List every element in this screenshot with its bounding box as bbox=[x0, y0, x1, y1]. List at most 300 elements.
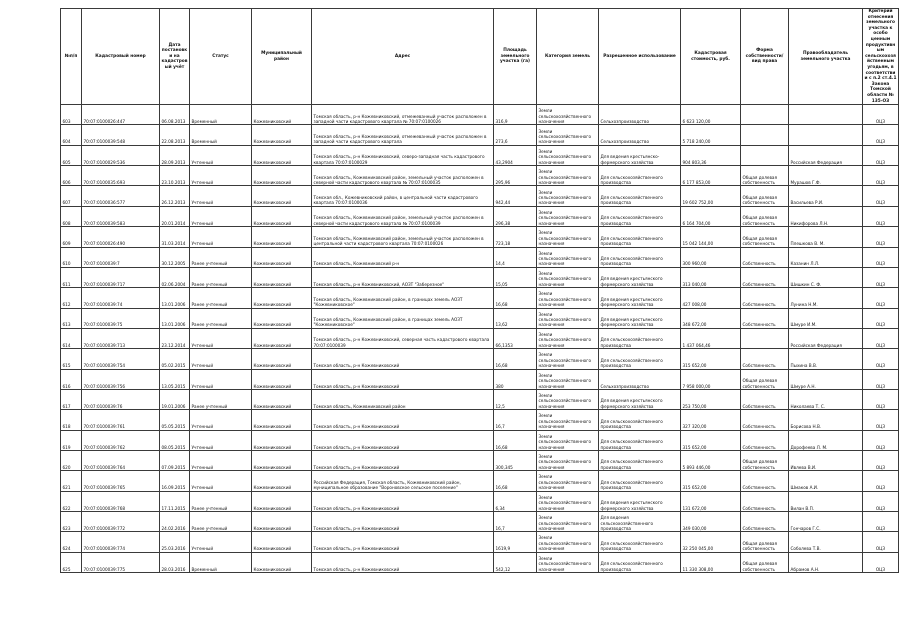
cell-number: 614 bbox=[61, 328, 82, 348]
cell-registration-date: 02.06.2004 bbox=[160, 267, 190, 287]
cell-land-category: Земли сельскохозяйственного назначения bbox=[537, 267, 599, 287]
cell-ownership-form: Собственность bbox=[741, 430, 789, 450]
cell-area: 16,68 bbox=[494, 430, 537, 450]
cell-cadastral-value: 349 030,00 bbox=[681, 511, 741, 531]
cell-ownership-form: Общая долевая собственность bbox=[741, 227, 789, 247]
cell-cadastral-number: 70:07:0100039:764 bbox=[82, 450, 160, 470]
cell-right-holder: Ивлева В.И. bbox=[789, 450, 863, 470]
cell-right-holder: Мурашов Г.Ф. bbox=[789, 166, 863, 186]
cell-land-category: Земли сельскохозяйственного назначения bbox=[537, 430, 599, 450]
cell-ownership-form bbox=[741, 125, 789, 145]
cell-cadastral-number: 70:07:0100039:75 bbox=[82, 308, 160, 328]
cell-address: Томская область, Кожевниковский р-н bbox=[312, 247, 494, 267]
col-header-land-category: Категория земель bbox=[537, 9, 599, 105]
cell-value-criterion: ОЦЗ bbox=[863, 206, 899, 226]
cell-registration-date: 13.01.2006 bbox=[160, 288, 190, 308]
cell-number: 618 bbox=[61, 410, 82, 430]
cell-status: Ранее учтенный bbox=[190, 308, 252, 328]
cell-area: 13,62 bbox=[494, 308, 537, 328]
cell-status: Учтенный bbox=[190, 369, 252, 389]
cell-district: Кожевниковский bbox=[252, 389, 312, 409]
cell-cadastral-number: 70:07:0100039:772 bbox=[82, 511, 160, 531]
cell-cadastral-value: 15 042 144,00 bbox=[681, 227, 741, 247]
cell-area: 12,5 bbox=[494, 389, 537, 409]
cell-number: 619 bbox=[61, 430, 82, 450]
cell-status: Ранее учтенный bbox=[190, 389, 252, 409]
cell-area: 1619,9 bbox=[494, 532, 537, 552]
cell-status: Временный bbox=[190, 552, 252, 572]
cell-number: 616 bbox=[61, 369, 82, 389]
cell-land-category: Земли сельскохозяйственного назначения bbox=[537, 145, 599, 165]
table-row bbox=[61, 125, 899, 145]
cell-number: 624 bbox=[61, 532, 82, 552]
cell-land-category: Земли сельскохозяйственного назначения bbox=[537, 247, 599, 267]
cell-address: Томская область, р-н Кожевниковский bbox=[312, 491, 494, 511]
cell-area: 16,68 bbox=[494, 288, 537, 308]
cell-district: Кожевниковский bbox=[252, 247, 312, 267]
cell-cadastral-value: 19 602 752,00 bbox=[681, 186, 741, 206]
cell-district: Кожевниковский bbox=[252, 349, 312, 369]
cell-land-category: Земли сельскохозяйственного назначения bbox=[537, 349, 599, 369]
cell-right-holder: Казанин Л.Л. bbox=[789, 247, 863, 267]
table-row bbox=[61, 145, 899, 165]
cell-registration-date: 16.09.2015 bbox=[160, 471, 190, 491]
table-header-row bbox=[61, 9, 899, 105]
cell-number: 625 bbox=[61, 552, 82, 572]
table-body bbox=[61, 105, 899, 573]
table-row bbox=[61, 308, 899, 328]
cell-registration-date: 20.01.2014 bbox=[160, 206, 190, 226]
cell-ownership-form: Общая долевая собственность bbox=[741, 166, 789, 186]
table-row bbox=[61, 410, 899, 430]
cell-address: Томская область, р-н Кожевниковский bbox=[312, 552, 494, 572]
cell-registration-date: 23.12.2014 bbox=[160, 328, 190, 348]
cell-number: 612 bbox=[61, 288, 82, 308]
cell-permitted-use: Сельхозпроизводство bbox=[599, 105, 681, 125]
cell-number: 620 bbox=[61, 450, 82, 470]
cell-land-category: Земли сельскохозяйственного назначения bbox=[537, 552, 599, 572]
cell-area: 14,4 bbox=[494, 247, 537, 267]
cell-area: 16,7 bbox=[494, 410, 537, 430]
cell-land-category: Земли сельскохозяйственного назначения bbox=[537, 288, 599, 308]
cell-permitted-use: Для сельскохозяйственного производства bbox=[599, 247, 681, 267]
cell-registration-date: 23.10.2013 bbox=[160, 166, 190, 186]
cell-value-criterion: ОЦЗ bbox=[863, 145, 899, 165]
cell-status: Учтенный bbox=[190, 206, 252, 226]
cell-cadastral-number: 70:07:0100039:775 bbox=[82, 552, 160, 572]
cell-registration-date: 25.03.2016 bbox=[160, 532, 190, 552]
cell-area: 43,2904 bbox=[494, 145, 537, 165]
cell-value-criterion: ОЦЗ bbox=[863, 186, 899, 206]
cell-cadastral-value: 348 672,00 bbox=[681, 308, 741, 328]
cell-cadastral-value: 32 250 045,00 bbox=[681, 532, 741, 552]
cell-area: 15,05 bbox=[494, 267, 537, 287]
cell-cadastral-number: 70:07:0100026:447 bbox=[82, 105, 160, 125]
cell-land-category: Земли сельскохозяйственного назначения bbox=[537, 369, 599, 389]
cell-value-criterion: ОЦЗ bbox=[863, 389, 899, 409]
cell-cadastral-value: 300 960,00 bbox=[681, 247, 741, 267]
cell-ownership-form: Общая долевая собственность bbox=[741, 532, 789, 552]
cell-district: Кожевниковский bbox=[252, 206, 312, 226]
cell-address: Томская область, р-н Кожевниковский bbox=[312, 450, 494, 470]
cell-ownership-form: Собственность bbox=[741, 471, 789, 491]
cell-right-holder: Лунина Н.М. bbox=[789, 288, 863, 308]
cell-right-holder: Соболева Т.В. bbox=[789, 532, 863, 552]
cell-cadastral-number: 70:07:0100039:548 bbox=[82, 125, 160, 145]
cell-registration-date: 06.08.2013 bbox=[160, 105, 190, 125]
col-header-value-criterion: Критерий отнесения земельного участка к особо ценным продуктивным сельскохозяйственным угодьям, в соответствии с п.2 ст.4.1 Закона Томской области № 135-ОЗ bbox=[863, 9, 899, 105]
table-row bbox=[61, 227, 899, 247]
cell-permitted-use: Для сельскохозяйственного производства bbox=[599, 186, 681, 206]
cell-registration-date: 22.08.2013 bbox=[160, 125, 190, 145]
cell-cadastral-number: 70:07:0100039:761 bbox=[82, 410, 160, 430]
cell-ownership-form: Общая долевая собственность bbox=[741, 206, 789, 226]
cell-status: Учтенный bbox=[190, 349, 252, 369]
cell-registration-date: 28.03.2016 bbox=[160, 552, 190, 572]
col-header-cadastral-number: Кадастровый номер bbox=[82, 9, 160, 105]
cell-ownership-form: Собственность bbox=[741, 308, 789, 328]
cell-district: Кожевниковский bbox=[252, 532, 312, 552]
cell-right-holder: Российская Федерация bbox=[789, 145, 863, 165]
cell-registration-date: 05.02.2015 bbox=[160, 349, 190, 369]
table-row bbox=[61, 186, 899, 206]
cell-permitted-use: Для сельскохозяйственного производства bbox=[599, 206, 681, 226]
cell-registration-date: 08.05.2015 bbox=[160, 430, 190, 450]
cell-area: 16,7 bbox=[494, 511, 537, 531]
cell-ownership-form: Собственность bbox=[741, 410, 789, 430]
table-row bbox=[61, 288, 899, 308]
cell-district: Кожевниковский bbox=[252, 471, 312, 491]
cell-land-category: Земли сельскохозяйственного назначения bbox=[537, 328, 599, 348]
cell-number: 617 bbox=[61, 389, 82, 409]
cell-right-holder: Шмуре А.Н. bbox=[789, 369, 863, 389]
cell-address: Томская область, р-н Кожевниковский bbox=[312, 430, 494, 450]
cell-address: Томская область, р-н Кожевниковский bbox=[312, 410, 494, 430]
cell-registration-date: 17.11.2015 bbox=[160, 491, 190, 511]
cell-cadastral-value: 5 893 446,00 bbox=[681, 450, 741, 470]
cell-cadastral-value: 7 958 000,00 bbox=[681, 369, 741, 389]
cell-number: 622 bbox=[61, 491, 82, 511]
cell-permitted-use: Сельхозпроизводство bbox=[599, 125, 681, 145]
cell-cadastral-value: 253 750,00 bbox=[681, 389, 741, 409]
cell-address: Томская обл., Кожевниковский район, в центральной части кадастрового квартала 70:07:0100036 bbox=[312, 186, 494, 206]
cell-area: 295,96 bbox=[494, 166, 537, 186]
table-row bbox=[61, 247, 899, 267]
table-row bbox=[61, 328, 899, 348]
cell-value-criterion: ОЦЗ bbox=[863, 227, 899, 247]
table-row bbox=[61, 267, 899, 287]
cell-address: Российская Федерация, Томская область, Кожевниковский район, муниципальное образование "Вороновское сельское поселение" bbox=[312, 471, 494, 491]
cell-district: Кожевниковский bbox=[252, 227, 312, 247]
cell-value-criterion: ОЦЗ bbox=[863, 267, 899, 287]
cell-permitted-use: Для сельскохозяйственного производства bbox=[599, 532, 681, 552]
cell-cadastral-number: 70:07:0100039:713 bbox=[82, 328, 160, 348]
cell-cadastral-value: 315 652,00 bbox=[681, 430, 741, 450]
cell-cadastral-number: 70:07:0100039:754 bbox=[82, 349, 160, 369]
cell-district: Кожевниковский bbox=[252, 410, 312, 430]
cell-registration-date: 13.05.2015 bbox=[160, 369, 190, 389]
cell-registration-date: 05.05.2015 bbox=[160, 410, 190, 430]
cell-cadastral-number: 70:07:0100036:577 bbox=[82, 186, 160, 206]
cell-right-holder: Вилан В.П. bbox=[789, 491, 863, 511]
cell-district: Кожевниковский bbox=[252, 369, 312, 389]
cell-cadastral-value: 5 718 240,00 bbox=[681, 125, 741, 145]
cell-value-criterion: ОЦЗ bbox=[863, 308, 899, 328]
cell-area: 316,9 bbox=[494, 105, 537, 125]
table-row bbox=[61, 491, 899, 511]
cell-number: 606 bbox=[61, 166, 82, 186]
table-row bbox=[61, 206, 899, 226]
cell-ownership-form: Собственность bbox=[741, 511, 789, 531]
cell-land-category: Земли сельскохозяйственного назначения bbox=[537, 389, 599, 409]
cell-status: Ранее учтенный bbox=[190, 288, 252, 308]
cell-area: 273,6 bbox=[494, 125, 537, 145]
cell-district: Кожевниковский bbox=[252, 267, 312, 287]
cell-number: 609 bbox=[61, 227, 82, 247]
cell-cadastral-value: 11 330 308,00 bbox=[681, 552, 741, 572]
cell-address: Томская область, р-н Кожевниковский bbox=[312, 349, 494, 369]
cell-ownership-form: Собственность bbox=[741, 389, 789, 409]
table-row bbox=[61, 471, 899, 491]
cell-address: Томская область, Кожевниковский район, в границах земель АОЗТ "Кожевниковское" bbox=[312, 288, 494, 308]
cell-status: Учтенный bbox=[190, 471, 252, 491]
cell-address: Томская область, Кожевниковский район, в границах земель АОЗТ "Кожевниковское" bbox=[312, 308, 494, 328]
cell-ownership-form: Собственность bbox=[741, 349, 789, 369]
cell-cadastral-number: 70:07:0100039:774 bbox=[82, 532, 160, 552]
cell-right-holder: Шмаков А.И. bbox=[789, 471, 863, 491]
cell-status: Временный bbox=[190, 125, 252, 145]
cell-registration-date: 19.01.2006 bbox=[160, 389, 190, 409]
cell-number: 611 bbox=[61, 267, 82, 287]
cell-registration-date: 31.03.2014 bbox=[160, 227, 190, 247]
cell-permitted-use: Сельхозпроизводство bbox=[599, 369, 681, 389]
cell-value-criterion: ОЦЗ bbox=[863, 410, 899, 430]
cell-value-criterion: ОЦЗ bbox=[863, 288, 899, 308]
col-header-registration-date: Дата постановки на кадастровый учёт bbox=[160, 9, 190, 105]
cell-status: Учтенный bbox=[190, 186, 252, 206]
cell-status: Учтенный bbox=[190, 430, 252, 450]
col-header-ownership-form: Форма собственности/вид права bbox=[741, 9, 789, 105]
cell-address: Томская область, р-н Кожевниковский, северо-западная часть кадастрового квартала 70:07:0100029 bbox=[312, 145, 494, 165]
col-header-permitted-use: Разрешенное использование bbox=[599, 9, 681, 105]
cell-right-holder: Никифорова Л.Н. bbox=[789, 206, 863, 226]
cell-address: Томская область, р-н Кожевниковский bbox=[312, 532, 494, 552]
cell-value-criterion: ОЦЗ bbox=[863, 105, 899, 125]
cell-right-holder: Николаева Т. С. bbox=[789, 389, 863, 409]
cell-status: Учтенный bbox=[190, 227, 252, 247]
cell-registration-date: 07.09.2015 bbox=[160, 450, 190, 470]
cell-land-category: Земли сельскохозяйственного назначения bbox=[537, 450, 599, 470]
cell-permitted-use: Для ведения крестьянского фермерского хозяйства bbox=[599, 288, 681, 308]
cell-cadastral-number: 70:07:0100039:76 bbox=[82, 389, 160, 409]
cell-ownership-form: Общая долевая собственность bbox=[741, 450, 789, 470]
cell-value-criterion: ОЦЗ bbox=[863, 328, 899, 348]
cell-land-category: Земли сельскохозяйственного назначения bbox=[537, 471, 599, 491]
cell-status: Ранее учтенный bbox=[190, 511, 252, 531]
table-row bbox=[61, 430, 899, 450]
cell-cadastral-value: 6 623 120,00 bbox=[681, 105, 741, 125]
cell-permitted-use: Для ведения крестьянского фермерского хозяйства bbox=[599, 491, 681, 511]
cell-permitted-use: Для сельскохозяйственного производства bbox=[599, 227, 681, 247]
cell-land-category: Земли сельскохозяйственного назначения bbox=[537, 511, 599, 531]
cell-cadastral-value: 315 652,00 bbox=[681, 471, 741, 491]
cell-permitted-use: Для сельскохозяйственного производства bbox=[599, 328, 681, 348]
table-row bbox=[61, 166, 899, 186]
cell-number: 621 bbox=[61, 471, 82, 491]
cell-ownership-form: Общая долевая собственность bbox=[741, 369, 789, 389]
cell-right-holder: Абрамов А.Н. bbox=[789, 552, 863, 572]
table-row bbox=[61, 369, 899, 389]
cell-land-category: Земли сельскохозяйственного назначения bbox=[537, 491, 599, 511]
cell-area: 66,1353 bbox=[494, 328, 537, 348]
cell-registration-date: 26.12.2013 bbox=[160, 186, 190, 206]
cell-cadastral-number: 70:07:0100039:765 bbox=[82, 471, 160, 491]
cell-land-category: Земли сельскохозяйственного назначения bbox=[537, 227, 599, 247]
cell-number: 610 bbox=[61, 247, 82, 267]
cell-status: Учтенный bbox=[190, 410, 252, 430]
cell-cadastral-number: 70:07:0100039:583 bbox=[82, 206, 160, 226]
cell-permitted-use: Для сельскохозяйственного производства bbox=[599, 552, 681, 572]
cell-area: 16,68 bbox=[494, 349, 537, 369]
cell-ownership-form: Собственность bbox=[741, 247, 789, 267]
cell-cadastral-value: 6 164 704,00 bbox=[681, 206, 741, 226]
cell-permitted-use: Для ведения крестьянского фермерского хозяйства bbox=[599, 389, 681, 409]
cell-number: 608 bbox=[61, 206, 82, 226]
cell-status: Учтенный bbox=[190, 166, 252, 186]
cell-right-holder bbox=[789, 125, 863, 145]
cell-cadastral-value: 131 672,00 bbox=[681, 491, 741, 511]
cell-area: 542,12 bbox=[494, 552, 537, 572]
cell-value-criterion: ОЦЗ bbox=[863, 552, 899, 572]
cell-registration-date: 28.09.2013 bbox=[160, 145, 190, 165]
cell-district: Кожевниковский bbox=[252, 308, 312, 328]
cell-right-holder: Гончаров Г.С. bbox=[789, 511, 863, 531]
cell-right-holder: Борисова Н.В. bbox=[789, 410, 863, 430]
cell-permitted-use: Для ведения крестьянского фермерского хозяйства bbox=[599, 308, 681, 328]
cell-district: Кожевниковский bbox=[252, 125, 312, 145]
cell-land-category: Земли сельскохозяйственного назначения bbox=[537, 532, 599, 552]
cell-permitted-use: Для ведения сельскохозяйственного производства bbox=[599, 511, 681, 531]
cell-cadastral-number: 70:07:0100035:693 bbox=[82, 166, 160, 186]
cell-district: Кожевниковский bbox=[252, 511, 312, 531]
cell-status: Учтенный bbox=[190, 328, 252, 348]
cell-cadastral-number: 70:07:0100039:717 bbox=[82, 267, 160, 287]
cell-cadastral-number: 70:07:0100039:768 bbox=[82, 491, 160, 511]
cell-right-holder bbox=[789, 105, 863, 125]
cell-permitted-use: Для ведения крестьянского фермерского хозяйства bbox=[599, 267, 681, 287]
col-header-cadastral-value: Кадастровая стоимость, руб. bbox=[681, 9, 741, 105]
cell-status: Учтенный bbox=[190, 450, 252, 470]
cell-cadastral-number: 70:07:0100039:74 bbox=[82, 288, 160, 308]
cell-address: Томская область, Кожевниковский район bbox=[312, 389, 494, 409]
col-header-status: Статус bbox=[190, 9, 252, 105]
cell-land-category: Земли сельскохозяйственного назначения bbox=[537, 125, 599, 145]
cell-permitted-use: Для сельскохозяйственного производства bbox=[599, 430, 681, 450]
cell-cadastral-value: 1 437 064,46 bbox=[681, 328, 741, 348]
cell-district: Кожевниковский bbox=[252, 145, 312, 165]
cell-permitted-use: Для сельскохозяйственного производства bbox=[599, 410, 681, 430]
table-row bbox=[61, 349, 899, 369]
cell-address: Томская область, р-н Кожевниковский, северная часть кадастрового квартала 70:07:0100039 bbox=[312, 328, 494, 348]
cell-status: Учтенный bbox=[190, 532, 252, 552]
cell-number: 607 bbox=[61, 186, 82, 206]
cell-address: Томская область, р-н Кожевниковский, отмежеванный участок расположен в западной части кадастрового квартала bbox=[312, 125, 494, 145]
cell-right-holder: Пыхина В.В. bbox=[789, 349, 863, 369]
cell-right-holder: Шишкин С. Ф. bbox=[789, 267, 863, 287]
cell-number: 603 bbox=[61, 105, 82, 125]
cell-number: 604 bbox=[61, 125, 82, 145]
col-header-right-holder: Правообладатель земельного участка bbox=[789, 9, 863, 105]
cell-ownership-form: Собственность bbox=[741, 491, 789, 511]
cell-district: Кожевниковский bbox=[252, 166, 312, 186]
cell-ownership-form bbox=[741, 105, 789, 125]
table-row bbox=[61, 532, 899, 552]
table-row bbox=[61, 552, 899, 572]
cell-ownership-form bbox=[741, 328, 789, 348]
cell-value-criterion: ОЦЗ bbox=[863, 125, 899, 145]
land-plots-table bbox=[60, 8, 899, 573]
cell-area: 296,38 bbox=[494, 206, 537, 226]
cell-land-category: Земли сельскохозяйственного назначения bbox=[537, 308, 599, 328]
cell-value-criterion: ОЦЗ bbox=[863, 491, 899, 511]
cell-right-holder: Дорофеева Л. М. bbox=[789, 430, 863, 450]
cell-registration-date: 24.02.2016 bbox=[160, 511, 190, 531]
cell-number: 613 bbox=[61, 308, 82, 328]
cell-district: Кожевниковский bbox=[252, 328, 312, 348]
cell-land-category: Земли сельскохозяйственного назначения bbox=[537, 206, 599, 226]
cell-cadastral-value: 315 652,00 bbox=[681, 349, 741, 369]
cell-permitted-use: Для сельскохозяйственного производства bbox=[599, 166, 681, 186]
cell-status: Учтенный bbox=[190, 145, 252, 165]
cell-status: Ранее учтенный bbox=[190, 491, 252, 511]
cell-land-category: Земли сельскохозяйственного назначения bbox=[537, 186, 599, 206]
cell-status: Временный bbox=[190, 105, 252, 125]
cell-number: 623 bbox=[61, 511, 82, 531]
cell-address: Томская область, р-н Кожевниковский bbox=[312, 369, 494, 389]
col-header-district: Муниципальный район bbox=[252, 9, 312, 105]
cell-ownership-form: Собственность bbox=[741, 267, 789, 287]
cell-ownership-form: Общая долевая собственность bbox=[741, 552, 789, 572]
cell-district: Кожевниковский bbox=[252, 450, 312, 470]
cell-address: Томская область, Кожевниковский район, земельный участок расположен в северной части кадастрового квартала № 70:07:0100039 bbox=[312, 206, 494, 226]
col-header-number: №п/п bbox=[61, 9, 82, 105]
cell-district: Кожевниковский bbox=[252, 186, 312, 206]
cell-value-criterion: ОЦЗ bbox=[863, 247, 899, 267]
cell-cadastral-number: 70:07:0100039:756 bbox=[82, 369, 160, 389]
cell-value-criterion: ОЦЗ bbox=[863, 369, 899, 389]
cell-value-criterion: ОЦЗ bbox=[863, 511, 899, 531]
cell-number: 615 bbox=[61, 349, 82, 369]
cell-value-criterion: ОЦЗ bbox=[863, 450, 899, 470]
cell-address: Томская область, р-н Кожевниковский, АОЗТ "Заберезное" bbox=[312, 267, 494, 287]
cell-area: 300,345 bbox=[494, 450, 537, 470]
cell-cadastral-value: 904 803,36 bbox=[681, 145, 741, 165]
cell-permitted-use: Для сельскохозяйственного производства bbox=[599, 450, 681, 470]
table-row bbox=[61, 450, 899, 470]
cell-value-criterion: ОЦЗ bbox=[863, 349, 899, 369]
cell-cadastral-number: 70:07:0100026:490 bbox=[82, 227, 160, 247]
cell-value-criterion: ОЦЗ bbox=[863, 532, 899, 552]
cell-district: Кожевниковский bbox=[252, 430, 312, 450]
cell-registration-date: 30.12.2005 bbox=[160, 247, 190, 267]
cell-registration-date: 13.01.2006 bbox=[160, 308, 190, 328]
cell-status: Ранее учтенный bbox=[190, 247, 252, 267]
cell-cadastral-number: 70:07:0100039:762 bbox=[82, 430, 160, 450]
cell-right-holder: Российская Федерация bbox=[789, 328, 863, 348]
cell-ownership-form: Общая долевая собственность bbox=[741, 186, 789, 206]
cell-cadastral-number: 70:07:0100029:536 bbox=[82, 145, 160, 165]
cell-district: Кожевниковский bbox=[252, 552, 312, 572]
